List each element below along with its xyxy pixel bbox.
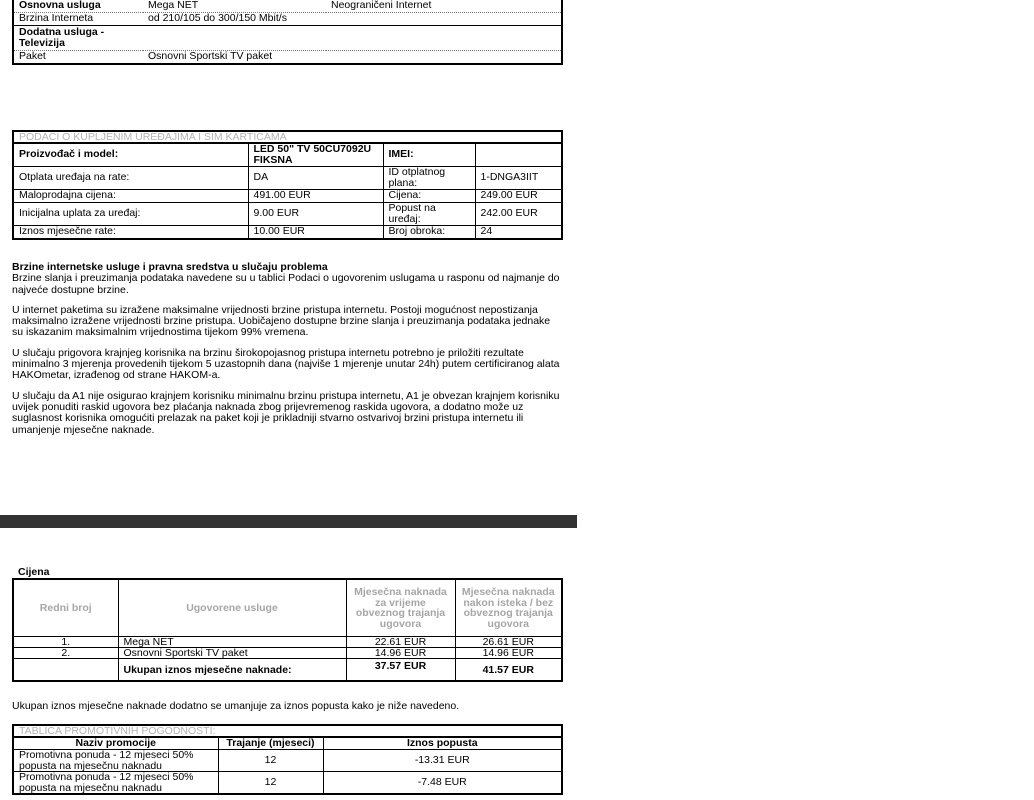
initial-value: 9.00 EUR bbox=[248, 203, 383, 226]
row-number: 2. bbox=[13, 648, 118, 659]
promo-section bbox=[12, 724, 563, 795]
retail-label: Maloprodajna cijena: bbox=[13, 190, 248, 203]
empty-cell bbox=[13, 659, 118, 682]
total-label: Ukupan iznos mjesečne naknade: bbox=[118, 659, 346, 682]
count-label: Broj obroka: bbox=[383, 226, 475, 240]
discount-note: Ukupan iznos mjesečne naknade dodatno se umanjuje za iznos popusta kako je niže navedeno. bbox=[12, 700, 460, 712]
table-row bbox=[13, 637, 562, 648]
table-row bbox=[13, 648, 562, 659]
table-row bbox=[13, 772, 562, 795]
total-after: 41.57 EUR bbox=[455, 659, 562, 682]
devices-header: PODACI O KUPLJENIM UREĐAJIMA I SIM KARTICAMA bbox=[12, 130, 563, 143]
table-row bbox=[13, 738, 562, 750]
service-extra bbox=[326, 51, 562, 65]
model-label: Proizvođač i model: bbox=[13, 144, 248, 167]
speed-info-heading: Brzine internetske usluge i pravna sredstva u slučaju problema bbox=[12, 261, 328, 273]
promo-months: 12 bbox=[218, 772, 323, 795]
table-row bbox=[13, 144, 562, 167]
table-row bbox=[13, 203, 562, 226]
section-divider-bar bbox=[0, 515, 577, 528]
price-label: Cijena: bbox=[383, 190, 475, 203]
service-extra bbox=[326, 13, 562, 26]
count-value: 24 bbox=[475, 226, 562, 240]
table-row bbox=[13, 0, 562, 13]
retail-value: 491.00 EUR bbox=[248, 190, 383, 203]
column-header: Naziv promocije bbox=[13, 738, 218, 750]
table-row bbox=[13, 190, 562, 203]
monthly-label: Iznos mjesečne rate: bbox=[13, 226, 248, 240]
imei-label: IMEI: bbox=[383, 144, 475, 167]
installment-label: Otplata uređaja na rate: bbox=[13, 167, 248, 190]
table-row bbox=[13, 750, 562, 772]
column-header: Trajanje (mjeseci) bbox=[218, 738, 323, 750]
fee-after: 26.61 EUR bbox=[455, 637, 562, 648]
service-value: od 210/105 do 300/150 Mbit/s bbox=[143, 13, 326, 26]
discount-value: 242.00 EUR bbox=[475, 203, 562, 226]
service-value bbox=[143, 26, 326, 51]
installment-value: DA bbox=[248, 167, 383, 190]
service-label: Paket bbox=[19, 50, 46, 63]
monthly-value: 10.00 EUR bbox=[248, 226, 383, 240]
table-row bbox=[13, 26, 562, 51]
promo-amount: -13.31 EUR bbox=[323, 750, 562, 772]
total-during: 37.57 EUR bbox=[346, 659, 455, 682]
speed-info-paragraph: U internet paketima su izražene maksimalne vrijednosti brzine pristupa internetu. Postoji mogućnost nepostizanja maksimalno izražene vrijednosti brzine pristupa. Uobičajeno dostupne brzine slanja i preuzimanja podataka jednake su iskazanim maksimalnim vrijednostima tijekom 99% vremena. bbox=[12, 303, 551, 339]
column-header: Mjesečna naknada za vrijeme obveznog trajanja ugovora bbox=[346, 579, 455, 637]
price-table bbox=[12, 578, 563, 682]
table-row bbox=[13, 579, 562, 637]
fee-during: 22.61 EUR bbox=[346, 637, 455, 648]
service-extra: Neograničeni Internet bbox=[326, 0, 562, 13]
price-value: 249.00 EUR bbox=[475, 190, 562, 203]
service-value: Mega NET bbox=[143, 0, 326, 13]
fee-after: 14.96 EUR bbox=[455, 648, 562, 659]
initial-label: Inicijalna uplata za uređaj: bbox=[13, 203, 248, 226]
table-row bbox=[13, 51, 562, 65]
column-header: Redni broj bbox=[13, 579, 118, 637]
promo-table bbox=[12, 737, 563, 795]
column-header: Iznos popusta bbox=[323, 738, 562, 750]
price-title: Cijena bbox=[18, 566, 50, 578]
fee-during: 14.96 EUR bbox=[346, 648, 455, 659]
plan-id-label: ID otplatnog plana: bbox=[383, 167, 475, 190]
service-label: Osnovna usluga bbox=[13, 0, 143, 13]
devices-section bbox=[12, 130, 563, 240]
service-value: Osnovni Sportski TV paket bbox=[148, 50, 273, 63]
promo-months: 12 bbox=[218, 750, 323, 772]
service-name: Mega NET bbox=[118, 637, 346, 648]
row-number: 1. bbox=[13, 637, 118, 648]
table-row bbox=[13, 226, 562, 240]
service-extra bbox=[326, 26, 562, 51]
table-row bbox=[13, 659, 562, 682]
plan-id-value: 1-DNGA3IIT bbox=[475, 167, 562, 190]
promo-name: Promotivna ponuda - 12 mjeseci 50% popusta na mjesečnu naknadu bbox=[13, 750, 218, 772]
speed-info-paragraph: U slučaju prigovora krajnjeg korisnika na brzinu širokopojasnog pristupa internetu potrebno je priložiti rezultate minimalno 3 mjerenja provedenih tijekom 5 uzastopnih dana (najviše 1 mjerenje unutar 24h) putem certificiranog alata HAKOmetar, izrađenog od strane HAKOM-a. bbox=[12, 346, 560, 382]
promo-header: TABLICA PROMOTIVNIH POGODNOSTI: bbox=[12, 724, 563, 737]
table-row bbox=[13, 13, 562, 26]
speed-info-paragraph: Brzine slanja i preuzimanja podataka navedene su u tablici Podaci o ugovorenim uslugama u rasponu od najmanje do najveće dostupne brzine. bbox=[12, 272, 560, 296]
service-label: Brzina Interneta bbox=[13, 13, 143, 26]
service-name: Osnovni Sportski TV paket bbox=[118, 648, 346, 659]
model-value: LED 50" TV 50CU7092U FIKSNA bbox=[248, 144, 383, 167]
promo-amount: -7.48 EUR bbox=[323, 772, 562, 795]
speed-info-section bbox=[12, 262, 562, 445]
discount-label: Popust na uređaj: bbox=[383, 203, 475, 226]
speed-info-paragraph: U slučaju da A1 nije osigurao krajnjem korisniku minimalnu brzinu pristupa internetu, A1 je obvezan krajnjem korisniku uvijek ponuditi raskid ugovora bez plaćanja naknada zbog prijevremenog raskida ugovora, a dodatno može uz suglasnost korisnika omogućiti prelazak na paket koji je prikladniji stvarno ostvarivoj brzini pristupa internetu ili umanjenje mjesečne naknade. bbox=[12, 389, 560, 436]
services-table bbox=[12, 0, 563, 65]
service-label: Dodatna usluga - Televizija bbox=[13, 26, 143, 51]
column-header: Ugovorene usluge bbox=[118, 579, 346, 637]
table-row bbox=[13, 167, 562, 190]
imei-value bbox=[475, 144, 562, 167]
column-header: Mjesečna naknada nakon isteka / bez obveznog trajanja ugovora bbox=[455, 579, 562, 637]
promo-name: Promotivna ponuda - 12 mjeseci 50% popusta na mjesečnu naknadu bbox=[13, 772, 218, 795]
devices-table bbox=[12, 143, 563, 240]
